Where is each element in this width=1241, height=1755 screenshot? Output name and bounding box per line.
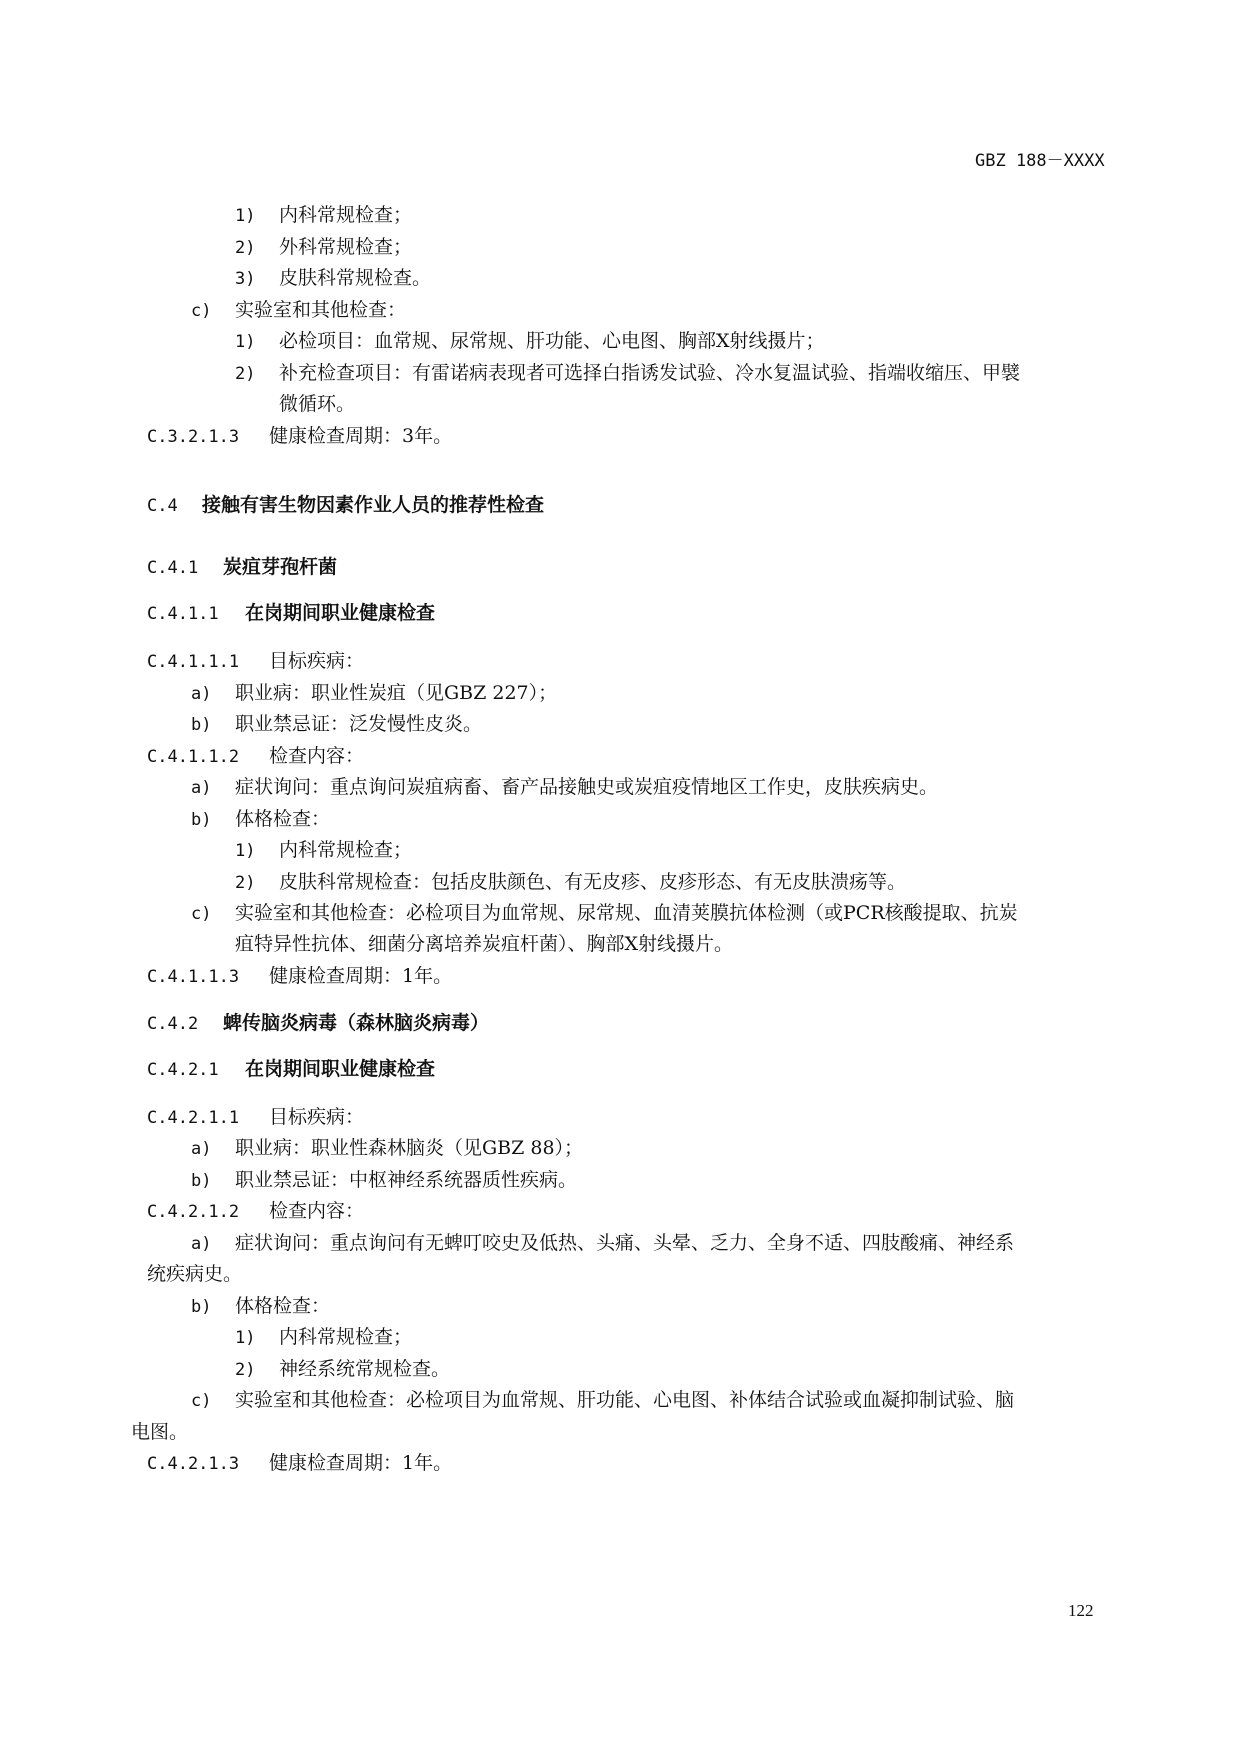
clause-text: 健康检查周期：3年。: [269, 425, 453, 447]
list-text: 体格检查：: [235, 1295, 331, 1317]
list-number: 1): [235, 206, 256, 226]
list-text-continuation: 微循环。: [279, 393, 356, 415]
clause-item: [147, 1198, 364, 1225]
section-number: C.4: [147, 496, 178, 516]
list-text: 职业病：职业性森林脑炎（见GBZ 88）；: [235, 1137, 584, 1159]
list-item: [191, 900, 1018, 927]
list-item: [191, 1387, 1014, 1414]
list-number: 1): [235, 332, 256, 352]
clause-number: C.4.2.1.2: [147, 1202, 240, 1222]
list-text: 职业禁忌证：泛发慢性皮炎。: [235, 713, 483, 735]
clause-text: 目标疾病：: [269, 650, 365, 672]
list-number: c): [191, 301, 212, 321]
clause-text: 检查内容：: [269, 1200, 365, 1222]
list-number: b): [191, 1297, 212, 1317]
section-heading: [147, 492, 544, 519]
clause-text: 健康检查周期：1年。: [269, 965, 453, 987]
section-title: 在岗期间职业健康检查: [245, 602, 436, 624]
page-number: 122: [1068, 1601, 1094, 1620]
clause-number: C.4.1.1.1: [147, 652, 240, 672]
section-number: C.4.2.1: [147, 1060, 219, 1080]
list-item: [191, 297, 406, 324]
clause-item: [147, 743, 364, 770]
list-number: a): [191, 684, 212, 704]
list-item: [191, 1293, 330, 1320]
list-text-continuation: 疽特异性抗体、细菌分离培养炭疽杆菌）、胸部X射线摄片。: [235, 933, 734, 955]
list-text: 症状询问：重点询问有无蜱叮咬史及低热、头痛、头晕、乏力、全身不适、四肢酸痛、神经系: [235, 1232, 1015, 1254]
section-number: C.4.2: [147, 1014, 199, 1034]
clause-item: [147, 1104, 364, 1131]
list-text: 皮肤科常规检查：包括皮肤颜色、有无皮疹、皮疹形态、有无皮肤溃疡等。: [279, 871, 907, 893]
list-item: [235, 837, 412, 864]
section-heading: [147, 600, 435, 627]
list-number: 2): [235, 364, 256, 384]
list-text: 职业病：职业性炭疽（见GBZ 227）；: [235, 682, 558, 704]
list-text: 内科常规检查；: [279, 1326, 413, 1348]
list-number: b): [191, 715, 212, 735]
clause-text: 目标疾病：: [269, 1106, 365, 1128]
list-item: [191, 774, 938, 801]
list-text: 神经系统常规检查。: [279, 1358, 451, 1380]
section-title: 在岗期间职业健康检查: [245, 1058, 436, 1080]
list-number: 1): [235, 841, 256, 861]
clause-item: [147, 1450, 452, 1477]
clause-number: C.4.2.1.3: [147, 1454, 240, 1474]
list-text-continuation: 电图。: [131, 1421, 189, 1443]
list-text: 补充检查项目：有雷诺病表现者可选择白指诱发试验、冷水复温试验、指端收缩压、甲襞: [279, 362, 1021, 384]
clause-item: [147, 423, 452, 450]
list-text: 实验室和其他检查：必检项目为血常规、尿常规、血清荚膜抗体检测（或PCR核酸提取、抗炭: [235, 902, 1018, 924]
list-number: a): [191, 1139, 212, 1159]
list-number: b): [191, 1171, 212, 1191]
list-item: [191, 806, 330, 833]
list-text: 皮肤科常规检查。: [279, 267, 432, 289]
document-code-header: GBZ 188－XXXX: [975, 151, 1105, 171]
list-item: [191, 711, 482, 738]
list-number: b): [191, 810, 212, 830]
list-text: 职业禁忌证：中枢神经系统器质性疾病。: [235, 1169, 578, 1191]
list-item: [191, 1230, 1014, 1257]
list-item: [235, 360, 1020, 387]
list-number: 1): [235, 1328, 256, 1348]
section-title: 蜱传脑炎病毒（森林脑炎病毒）: [223, 1012, 490, 1034]
list-number: 3): [235, 269, 256, 289]
list-number: 2): [235, 238, 256, 258]
list-text: 内科常规检查；: [279, 839, 413, 861]
list-number: c): [191, 904, 212, 924]
section-heading: [147, 1056, 435, 1083]
list-text: 必检项目：血常规、尿常规、肝功能、心电图、胸部X射线摄片；: [279, 330, 825, 352]
section-heading: [147, 1010, 489, 1037]
clause-text: 健康检查周期：1年。: [269, 1452, 453, 1474]
section-number: C.4.1.1: [147, 604, 219, 624]
list-item: [235, 202, 412, 229]
list-text: 体格检查：: [235, 808, 331, 830]
list-text: 内科常规检查；: [279, 204, 413, 226]
clause-number: C.4.1.1.2: [147, 747, 240, 767]
list-text: 外科常规检查；: [279, 236, 413, 258]
list-number: 2): [235, 873, 256, 893]
section-title: 炭疽芽孢杆菌: [223, 556, 338, 578]
list-number: a): [191, 778, 212, 798]
list-item: [235, 869, 906, 896]
clause-item: [147, 963, 452, 990]
clause-number: C.4.1.1.3: [147, 967, 240, 987]
list-text-continuation: 统疾病史。: [147, 1263, 243, 1285]
clause-number: C.3.2.1.3: [147, 427, 240, 447]
list-item: [191, 1167, 577, 1194]
list-item: [235, 1356, 450, 1383]
list-item: [191, 680, 557, 707]
section-number: C.4.1: [147, 558, 199, 578]
list-text: 实验室和其他检查：必检项目为血常规、肝功能、心电图、补体结合试验或血凝抑制试验、脑: [235, 1389, 1015, 1411]
list-number: c): [191, 1391, 212, 1411]
list-number: 2): [235, 1360, 256, 1380]
section-heading: [147, 554, 337, 581]
list-item: [235, 1324, 412, 1351]
section-title: 接触有害生物因素作业人员的推荐性检查: [202, 494, 545, 516]
clause-number: C.4.2.1.1: [147, 1108, 240, 1128]
list-item: [191, 1135, 583, 1162]
clause-item: [147, 648, 364, 675]
list-item: [235, 328, 825, 355]
list-text: 实验室和其他检查：: [235, 299, 407, 321]
list-item: [235, 265, 431, 292]
clause-text: 检查内容：: [269, 745, 365, 767]
list-text: 症状询问：重点询问炭疽病畜、畜产品接触史或炭疽疫情地区工作史，皮肤疾病史。: [235, 776, 939, 798]
list-item: [235, 234, 412, 261]
list-number: a): [191, 1234, 212, 1254]
